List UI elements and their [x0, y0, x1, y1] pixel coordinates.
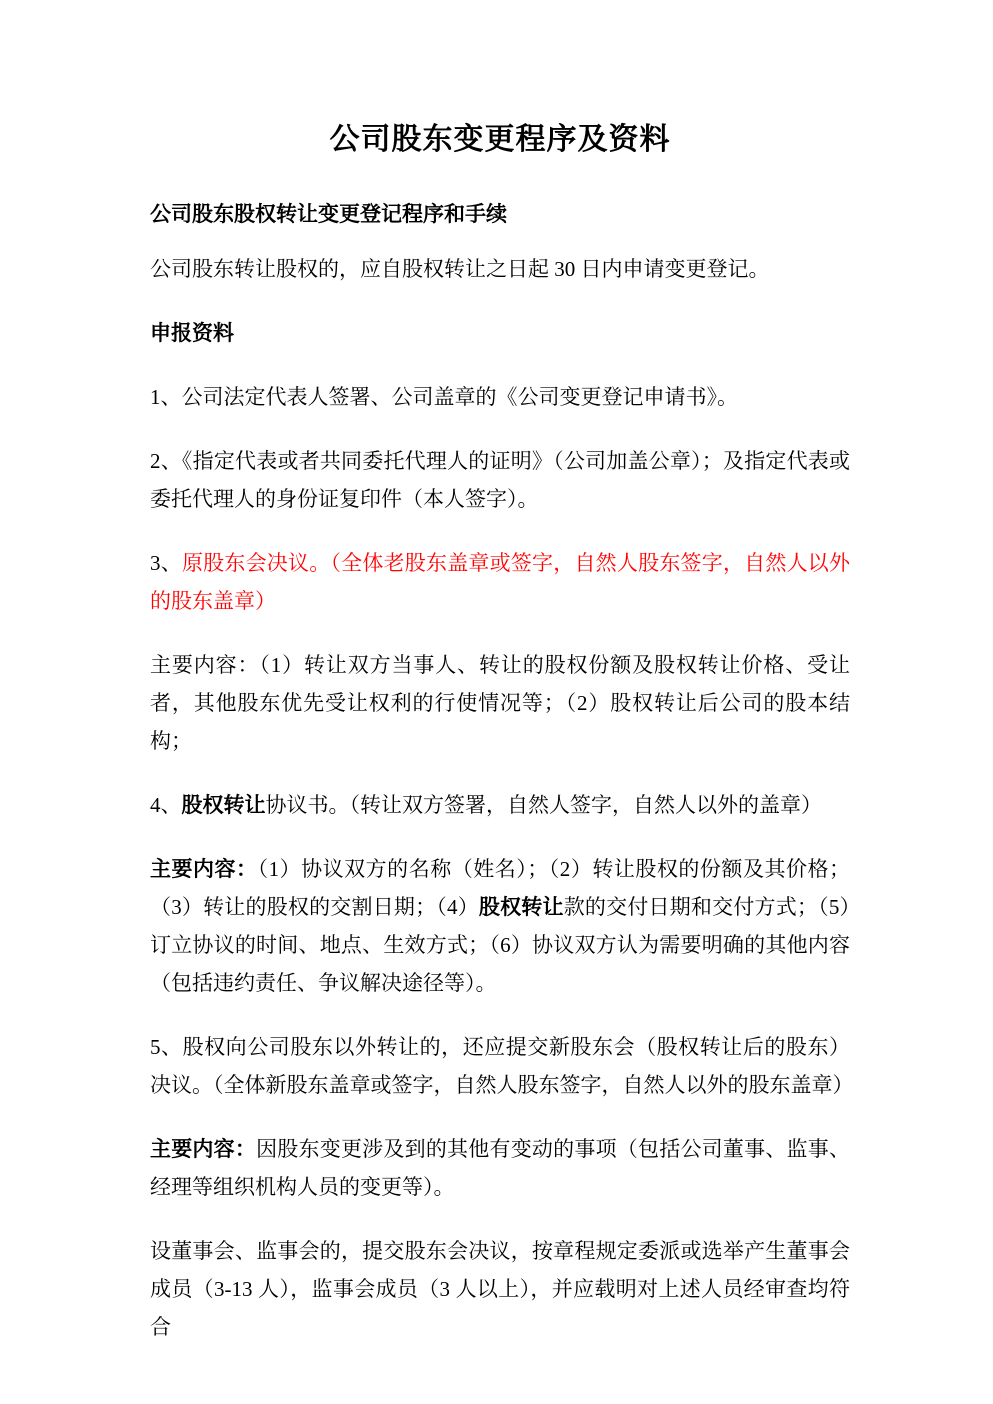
section-heading-transfer-procedure: 公司股东股权转让变更登记程序和手续	[150, 202, 507, 226]
list-item-4-bold-term: 股权转让	[181, 793, 266, 817]
document-title: 公司股东变更程序及资料	[329, 123, 671, 156]
list-item-1: 1、公司法定代表人签署、公司盖章的《公司变更登记申请书》。	[150, 385, 738, 409]
item-4-main-content	[150, 850, 850, 1002]
item-3-main-content: 主要内容：（1）转让双方当事人、转让的股权份额及股权转让价格、受让者，其他股东优先受让权利的行使情况等；（2）股权转让后公司的股本结构；	[150, 653, 850, 753]
item-4-main-content-part2: 款的交付日期和交付方式；（5）订立协议的时间、地点、生效方式；（6）协议双方认为需要明确的其他内容（包括违约责任、争议解决途径等）。	[150, 895, 851, 995]
item-5-main-content-rest: 因股东变更涉及到的其他有变动的事项（包括公司董事、监事、经理等组织机构人员的变更等）。	[150, 1137, 850, 1199]
item-4-main-content-part1: （1）协议双方的名称（姓名）；（2）转让股权的份额及其价格；（3）转让的股权的交割日期；（4）	[150, 857, 851, 919]
item-4-main-content-label: 主要内容：	[150, 857, 258, 881]
section-heading-declaration-materials: 申报资料	[150, 321, 234, 345]
list-item-5: 5、股权向公司股东以外转让的，还应提交新股东会（股权转让后的股东）决议。（全体新股东盖章或签字，自然人股东签字，自然人以外的股东盖章）	[150, 1035, 854, 1097]
list-item-2: 2、《指定代表或者共同委托代理人的证明》（公司加盖公章）；及指定代表或委托代理人的身份证复印件（本人签字）。	[150, 449, 850, 511]
list-item-3-red-text: 原股东会决议。（全体老股东盖章或签字，自然人股东签字，自然人以外的股东盖章）	[150, 551, 851, 613]
item-5-main-content-label: 主要内容：	[150, 1137, 257, 1161]
list-item-4-rest: 协议书。（转让双方签署，自然人签字，自然人以外的盖章）	[265, 793, 822, 817]
item-4-main-content-bold-term: 股权转让	[478, 895, 564, 919]
list-item-4	[150, 786, 850, 824]
list-item-3	[150, 544, 850, 620]
list-item-4-number: 4、	[150, 793, 182, 817]
paragraph-intro: 公司股东转让股权的，应自股权转让之日起 30 日内申请变更登记。	[150, 257, 770, 281]
paragraph-closing: 设董事会、监事会的，提交股东会决议，按章程规定委派或选举产生董事会成员（3-13 人），监事会成员（3 人以上），并应载明对上述人员经审查均符合	[150, 1239, 850, 1339]
item-5-main-content	[150, 1130, 850, 1206]
list-item-3-number: 3、	[150, 551, 182, 575]
